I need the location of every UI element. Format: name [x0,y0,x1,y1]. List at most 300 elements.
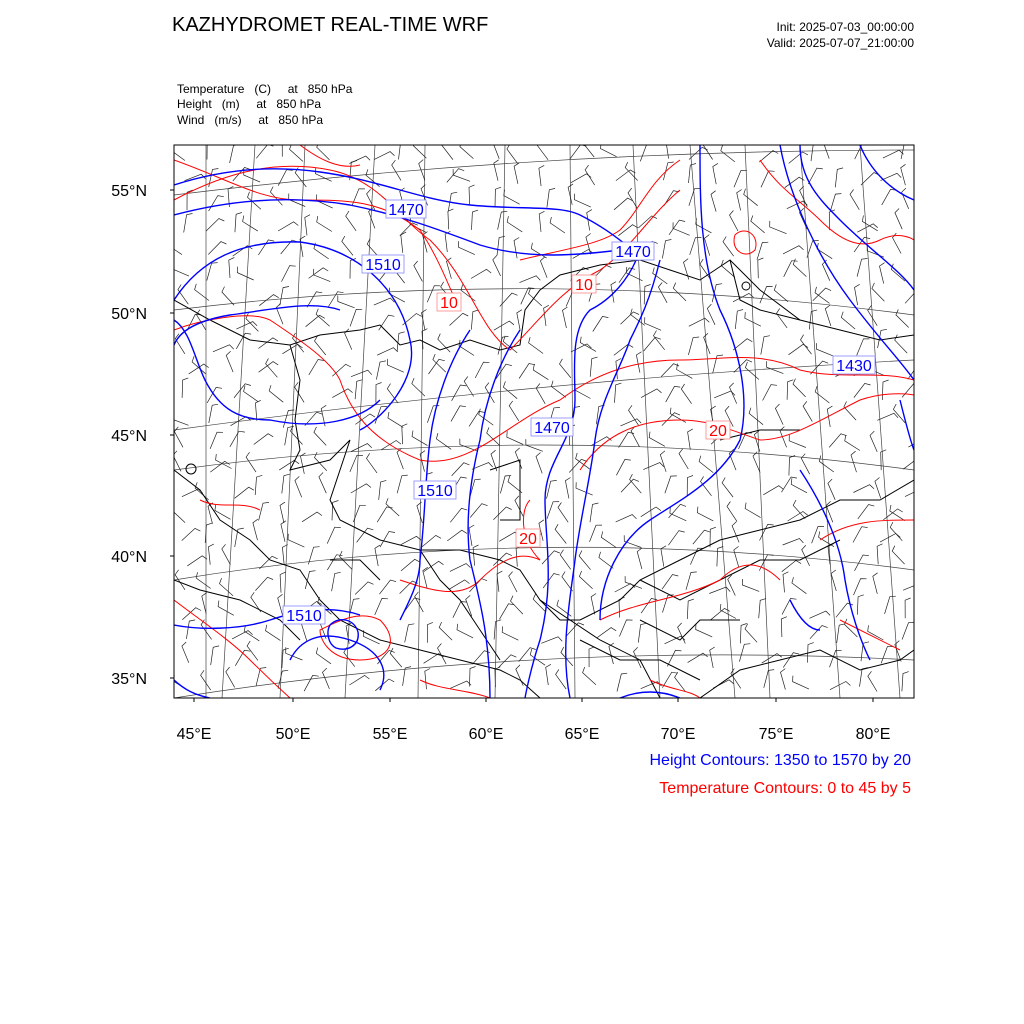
wind-barb [471,310,478,330]
wind-barb [536,453,542,474]
wind-barb [854,383,871,397]
wind-barb [576,453,591,469]
wind-barb [666,386,681,402]
wind-barb [497,236,505,255]
wind-barb [422,310,427,331]
wind-barb [875,478,881,499]
wind-barb [375,599,388,616]
wind-barb [693,530,710,544]
wind-barb [774,284,788,301]
wind-barb [770,221,787,234]
wind-barb [502,626,518,640]
wind-barb [861,173,879,186]
wind-barb [425,669,430,690]
wind-barb [450,313,469,325]
lon-label: 60°E [468,726,504,743]
wind-barb [711,191,716,212]
variable-wind: Wind (m/s) at 850 hPa [177,113,324,127]
wind-barb [195,482,209,500]
wind-barb [349,156,370,163]
wind-barb [253,519,258,540]
wind-barb [170,144,185,160]
wind-barb [801,335,812,354]
wind-barb [641,389,661,398]
wind-barb [895,641,901,662]
wind-barb [721,145,735,162]
wind-barb [314,427,326,446]
wind-barb [236,322,257,330]
wind-barb [745,624,757,643]
wind-barb [841,312,855,329]
wind-barb [469,525,474,546]
wind-barb [566,623,584,636]
wind-barb [857,595,864,615]
wind-barb [908,365,924,380]
wind-barb [661,364,679,377]
lat-axis [170,190,174,678]
height-label-2 [612,242,654,261]
wind-barb [861,642,869,661]
wind-barb [816,343,833,356]
wind-barb [450,564,471,572]
wind-barb [304,675,319,691]
wind-barb [507,431,523,444]
wind-barb [450,508,467,522]
wind-barb [678,623,686,644]
wind-barb [290,144,303,162]
wind-barb [244,625,259,641]
wind-barb [266,358,278,377]
wind-barb [269,385,283,402]
height-label-4 [531,418,573,437]
wind-barb [783,246,804,254]
wind-barb [412,431,428,446]
wind-barb [210,461,230,472]
wind-barb [688,429,693,450]
wind-barb [563,307,568,328]
height-label-text: 1470 [534,420,570,437]
wind-barb [835,168,843,187]
wind-barb [580,337,596,352]
wind-barb [182,378,188,398]
wind-barb [255,400,260,421]
wind-barb [206,219,224,232]
lon-axis [194,698,873,702]
wind-barb [521,288,535,304]
wind-barb [637,548,642,569]
wind-barb [640,145,652,162]
wind-barb [638,216,657,228]
wind-barb [471,269,491,278]
wind-barb [791,478,807,493]
height-label-5 [414,481,456,500]
wind-barb [195,284,209,301]
wind-barb [288,534,304,547]
wind-barb [449,580,469,589]
wind-barb [732,522,739,543]
wind-barb [701,476,712,495]
wind-barb [306,315,325,326]
wind-barb [895,209,902,230]
variable-temperature: Temperature (C) at 850 hPa [177,82,353,96]
wind-barb [857,224,877,232]
wind-barb [662,413,680,426]
wind-barb [315,336,326,355]
wind-barb [883,150,904,158]
wind-barb [412,378,425,396]
wind-barb [558,503,568,523]
wind-barb [670,507,686,521]
wind-barb [823,138,829,159]
wind-barb [590,503,598,522]
wind-barb [307,292,322,308]
wind-barb [404,598,421,613]
wind-barb [825,305,831,326]
wind-barb [442,140,453,160]
wind-barb [616,515,637,522]
wind-barb [282,136,288,156]
wind-barb [439,622,452,640]
wind-barb [754,431,760,452]
wind-barb [649,432,665,447]
wind-barb [256,144,273,158]
wind-barb [793,500,805,519]
wind-barb [495,187,501,207]
wind-barb [201,620,212,640]
wind-barb [546,664,551,685]
wind-barb [235,213,242,233]
wind-barb [186,620,195,639]
wind-barb [614,198,633,210]
wind-barb [828,479,835,500]
wind-barb [759,555,773,571]
wind-barb [697,507,713,521]
wind-barb [561,647,573,666]
wind-barb [688,337,699,355]
wind-barb [282,474,290,493]
wind-barb [901,140,911,159]
wind-barb [809,611,830,618]
wind-barb [905,489,926,497]
wind-barb [625,162,638,180]
wind-barb [379,315,395,330]
height-label-text: 1510 [365,257,401,274]
wind-barb [673,283,686,301]
wind-barb [541,637,562,644]
temperature-contours-legend: Temperature Contours: 0 to 45 by 5 [659,780,911,797]
wind-barb [763,385,777,401]
wind-barb [346,211,356,231]
wind-barb [571,344,592,352]
wind-barb [808,168,823,184]
wind-barb [666,138,671,159]
wind-barb [344,647,355,666]
wind-barb [282,648,289,668]
wind-barb [739,644,750,662]
wind-barb [222,544,231,564]
wind-barb [679,449,688,469]
wind-barb [783,572,788,593]
wind-barb [857,339,870,356]
wind-barb [376,361,386,380]
wind-barb [295,476,302,497]
wind-barb [619,432,635,447]
wind-barb [775,404,783,425]
wind-barb [570,145,587,160]
temp-label-3 [706,421,730,440]
wind-barb [507,216,522,232]
wind-barb [338,296,355,308]
wind-barb [687,599,694,619]
wind-barb [696,624,713,637]
wind-barb [851,451,857,472]
lon-label: 80°E [855,726,891,743]
wind-barb [733,339,752,350]
wind-barb [882,189,897,205]
wind-barb [460,141,474,159]
wind-barb [266,625,281,641]
wind-barb [255,577,273,590]
wind-barb [614,344,633,355]
wind-barb [540,257,547,278]
wind-barb [401,559,420,571]
wind-barb [328,292,343,307]
temp-label-1 [437,293,461,312]
wind-barb [529,337,544,353]
wind-barb [235,487,254,498]
wind-barb [551,381,566,398]
wind-barb [690,237,702,254]
wind-barb [734,546,739,567]
wind-barb [278,222,298,231]
wind-barb [905,598,911,618]
wind-barb [536,384,545,404]
wind-barb [853,485,874,493]
wind-barb [215,504,231,519]
temp-label-text: 10 [575,277,593,294]
wind-barb [781,669,786,690]
wind-barb [319,473,326,494]
wind-barb [256,668,266,686]
wind-barb [663,162,673,180]
wind-barb [761,171,775,187]
init-time: Init: 2025-07-03_00:00:00 [776,20,914,34]
wind-barb [401,536,422,545]
wind-barb [377,507,392,522]
wind-barb [858,505,875,519]
wind-barb [174,427,183,447]
wind-barb [237,267,253,280]
wind-barb [901,164,906,185]
wind-barb [890,522,902,541]
wind-barb [644,337,661,351]
temp-label-4 [516,529,540,548]
wind-barb [323,668,330,689]
wind-barb [539,165,544,186]
wind-barb [497,571,502,592]
wind-barb [877,544,882,565]
wind-barb [494,620,501,640]
wind-barb [873,573,878,594]
wind-barb [723,237,734,257]
wind-barb [896,309,909,327]
wind-barb [469,579,487,592]
wind-barb [653,268,668,284]
wind-barb [645,317,662,330]
wind-barb [276,303,283,324]
wind-barb [519,648,536,662]
wind-barb [517,310,522,331]
wind-barb [452,385,467,401]
wind-barb [618,225,637,236]
wind-barb [351,370,372,377]
wind-barb [730,211,739,232]
wind-barb [397,332,405,352]
wind-barb [662,240,671,259]
wind-barb [209,169,219,188]
wind-barb [350,455,363,472]
wind-barb [208,544,213,565]
wind-barb [448,209,454,229]
height-label-3 [362,255,404,274]
wind-barb [784,261,798,277]
wind-barb [855,284,860,305]
wind-barb [638,623,646,642]
wind-barb [629,405,639,425]
wind-barb [388,412,403,427]
wind-barb [801,454,809,475]
wind-barb [565,478,570,499]
wind-barb [574,194,590,207]
wind-barb [621,479,639,492]
wind-barb [547,502,559,519]
country-borders [174,260,914,698]
temp-label-2 [572,275,596,294]
wind-barb [630,474,642,493]
wind-barb [309,360,324,375]
wind-barb [579,551,591,570]
wind-barb [392,160,401,180]
wind-barb [751,216,765,233]
wind-barb [576,482,593,495]
wind-barb [681,384,691,404]
wind-barb [464,377,474,397]
wind-barb [885,596,896,614]
wind-barb [709,587,730,593]
height-label-text: 1510 [417,483,453,500]
wind-barb [782,561,801,572]
wind-barb [686,572,697,590]
wind-barb [727,502,737,522]
wind-barb [857,259,867,277]
wind-barb [658,283,667,303]
wind-barb [537,140,548,160]
wind-barb [316,648,331,664]
wind-barb [782,599,796,615]
wind-barb [703,140,713,160]
wind-barb [226,667,235,687]
lon-label: 70°E [660,726,696,743]
wind-barb [583,667,596,685]
wind-barb [278,170,292,186]
wind-barb [902,623,914,640]
wind-barb [234,384,251,398]
wind-barb [375,679,394,691]
wind-barb [379,480,387,500]
wind-barb [472,210,479,230]
wind-barb [246,452,256,472]
wind-barb [377,348,398,356]
wind-barb [280,287,289,306]
wind-barb [278,670,288,688]
wind-barb [789,456,795,476]
wind-barb [882,380,888,400]
wind-barb [226,351,233,372]
wind-barb [759,151,778,163]
wind-barb [870,431,877,452]
wind-barb [427,622,433,642]
wind-barb [259,502,269,520]
lon-label: 65°E [564,726,600,743]
wind-barb [349,675,369,685]
wind-barb [184,214,193,233]
wind-barb [332,389,352,398]
wind-barb [229,258,235,279]
wind-barb [209,404,218,423]
lat-label: 35°N [111,671,147,688]
wind-barb [792,577,807,594]
wind-barb [504,190,520,205]
height-label-1 [386,200,426,219]
lat-label: 40°N [111,549,147,566]
wind-barb [902,384,919,398]
wind-barb [413,140,426,158]
wind-barb [710,647,715,668]
wind-barb [673,222,690,235]
wind-barb [281,521,286,542]
wind-barb [555,524,566,543]
wind-barb [457,624,473,638]
wind-barb [781,617,787,637]
wind-barb [182,528,201,540]
wind-barb [173,263,190,276]
wind-barb [803,401,812,421]
wind-barb [617,673,627,691]
wind-barb [175,334,185,354]
wind-barb [355,582,373,595]
wind-barb [547,480,557,498]
wind-barb [387,359,403,372]
wind-barb [597,628,617,639]
height-label-6 [833,356,875,375]
wind-barb [450,681,471,688]
wind-barb [447,530,467,541]
wind-barb [494,160,499,181]
height-label-text: 1470 [388,202,424,219]
wind-barb [511,596,523,614]
wind-barb [783,539,804,546]
wind-barb [560,550,571,570]
wind-barb [509,572,517,592]
wind-barb [734,171,747,188]
wind-barb [208,242,226,255]
wind-barb [868,671,877,691]
wind-barb [207,263,218,281]
wind-barb [187,556,207,566]
wind-barb [332,364,351,376]
wind-barb [213,345,234,352]
wind-barb [305,215,310,236]
